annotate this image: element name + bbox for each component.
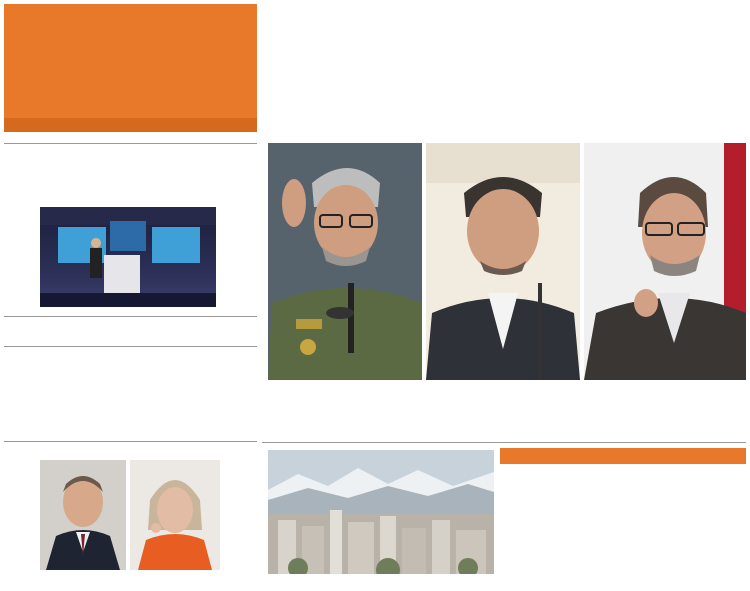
- blair-photo: [40, 460, 126, 570]
- sidebar-divider-4: [4, 441, 257, 442]
- lead-col-2: [400, 108, 572, 130]
- tehran-skyline-photo: [268, 450, 494, 574]
- lead-col-1: [576, 108, 746, 130]
- education-minister-photo: [584, 143, 746, 380]
- housing-divider: [262, 442, 746, 443]
- may-photo: [130, 460, 220, 570]
- housing-banner: [500, 448, 746, 464]
- sidebar-divider-3: [4, 346, 257, 347]
- defense-minister-photo: [268, 143, 422, 380]
- sidebar-divider-2: [4, 316, 257, 317]
- issue-info: [4, 118, 257, 132]
- first-vp-photo: [426, 143, 580, 380]
- masthead: [4, 4, 257, 132]
- lead-col-3: [262, 108, 396, 130]
- housing-body: [500, 524, 746, 574]
- sidebar-divider: [4, 143, 257, 144]
- conference-photo: [40, 207, 216, 307]
